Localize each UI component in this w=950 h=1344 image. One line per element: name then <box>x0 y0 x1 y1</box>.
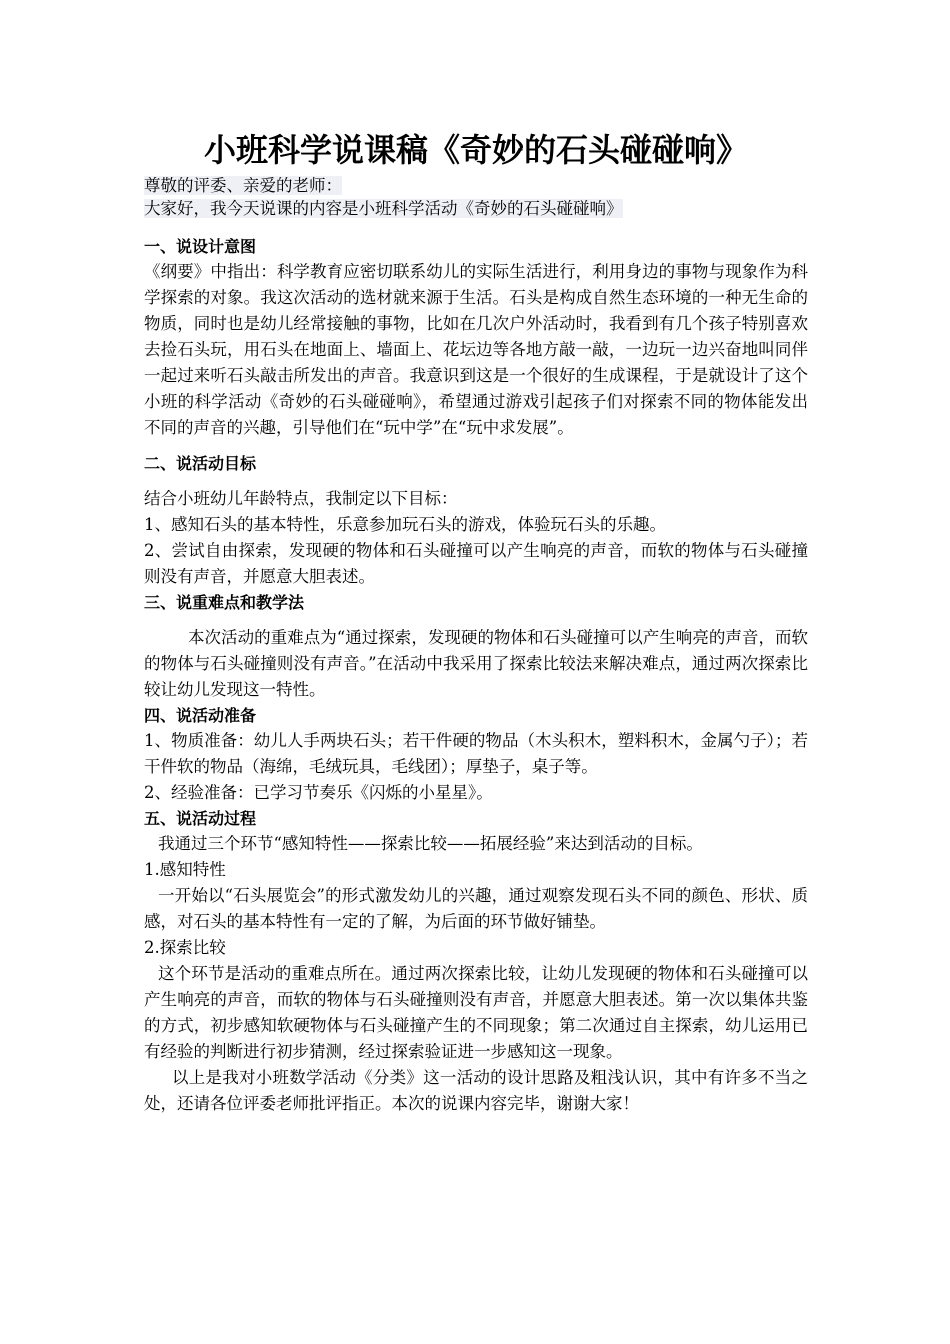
section-heading: 五、说活动过程 <box>144 809 257 828</box>
greeting-line <box>144 174 808 197</box>
section-paragraph: 《纲要》中指出：科学教育应密切联系幼儿的实际生活进行，利用身边的事物与现象作为科学探索的对象。我这次活动的选材就来源于生活。石头是构成自然生态环境的一种无生命的物质，同时也是幼儿经常接触的事物，比如在几次户外活动时，我看到有几个孩子特别喜欢去捡石头玩，用石头在地面上、墙面上、花坛边等各地方敲一敲，一边玩一边兴奋地叫同伴一起过来听石头敲击所发出的声音。我意识到这是一个很好的生成课程，于是就设计了这个小班的科学活动《奇妙的石头碰碰响》，希望通过游戏引起孩子们对探索不同的物体能发出不同的声音的兴趣，引导他们在“玩中学”在“玩中求发展”。 <box>144 262 808 437</box>
page-title: 小班科学说课稿《奇妙的石头碰碰响》 <box>203 131 748 169</box>
section-paragraph: 本次活动的重难点为“通过探索，发现硬的物体和石头碰撞可以产生响亮的声音，而软的物体与石头碰撞则没有声音。”在活动中我采用了探索比较法来解决难点，通过两次探索比较让幼儿发现这一特性。 <box>144 628 808 699</box>
section-heading: 三、说重难点和教学法 <box>144 593 305 612</box>
section-paragraph: 1、物质准备：幼儿人手两块石头；若干件硬的物品（木头积木，塑料积木，金属勺子）；若干件软的物品（海绵，毛绒玩具，毛线团）；厚垫子，桌子等。 <box>144 731 808 776</box>
section-paragraph: 一开始以“石头展览会”的形式激发幼儿的兴趣，通过观察发现石头不同的颜色、形状、质感，对石头的基本特性有一定的了解，为后面的环节做好铺垫。 <box>144 886 808 931</box>
section-paragraph: 结合小班幼儿年龄特点，我制定以下目标： <box>144 489 458 508</box>
closing-paragraph: 以上是我对小班数学活动《分类》这一活动的设计思路及粗浅认识，其中有许多不当之处，还请各位评委老师批评指正。本次的说课内容完毕，谢谢大家！ <box>144 1068 808 1113</box>
section-paragraph: 我通过三个环节“感知特性——探索比较——拓展经验”来达到活动的目标。 <box>158 834 703 853</box>
subsection-heading: 2.探索比较 <box>144 938 226 957</box>
document-body <box>144 128 808 1117</box>
greeting-text: 大家好，我今天说课的内容是小班科学活动《奇妙的石头碰碰响》 <box>144 199 623 218</box>
subsection-heading: 1.感知特性 <box>144 860 226 879</box>
section-heading: 一、说设计意图 <box>144 237 257 256</box>
section-heading: 二、说活动目标 <box>144 454 257 473</box>
section-paragraph: 1、感知石头的基本特性，乐意参加玩石头的游戏，体验玩石头的乐趣。 <box>144 515 666 534</box>
greeting-text: 尊敬的评委、亲爱的老师： <box>144 176 342 195</box>
section-paragraph: 2、经验准备：已学习节奏乐《闪烁的小星星》。 <box>144 783 493 802</box>
section-paragraph: 2、尝试自由探索，发现硬的物体和石头碰撞可以产生响亮的声音，而软的物体与石头碰撞则没有声音，并愿意大胆表述。 <box>144 541 808 586</box>
section-heading: 四、说活动准备 <box>144 706 257 725</box>
greeting-line <box>144 197 808 220</box>
section-paragraph: 这个环节是活动的重难点所在。通过两次探索比较，让幼儿发现硬的物体和石头碰撞可以产生响亮的声音，而软的物体与石头碰撞则没有声音，并愿意大胆表述。第一次以集体共鉴的方式，初步感知软硬物体与石头碰撞产生的不同现象；第二次通过自主探索，幼儿运用已有经验的判断进行初步猜测，经过探索验证进一步感知这一现象。 <box>144 964 808 1061</box>
